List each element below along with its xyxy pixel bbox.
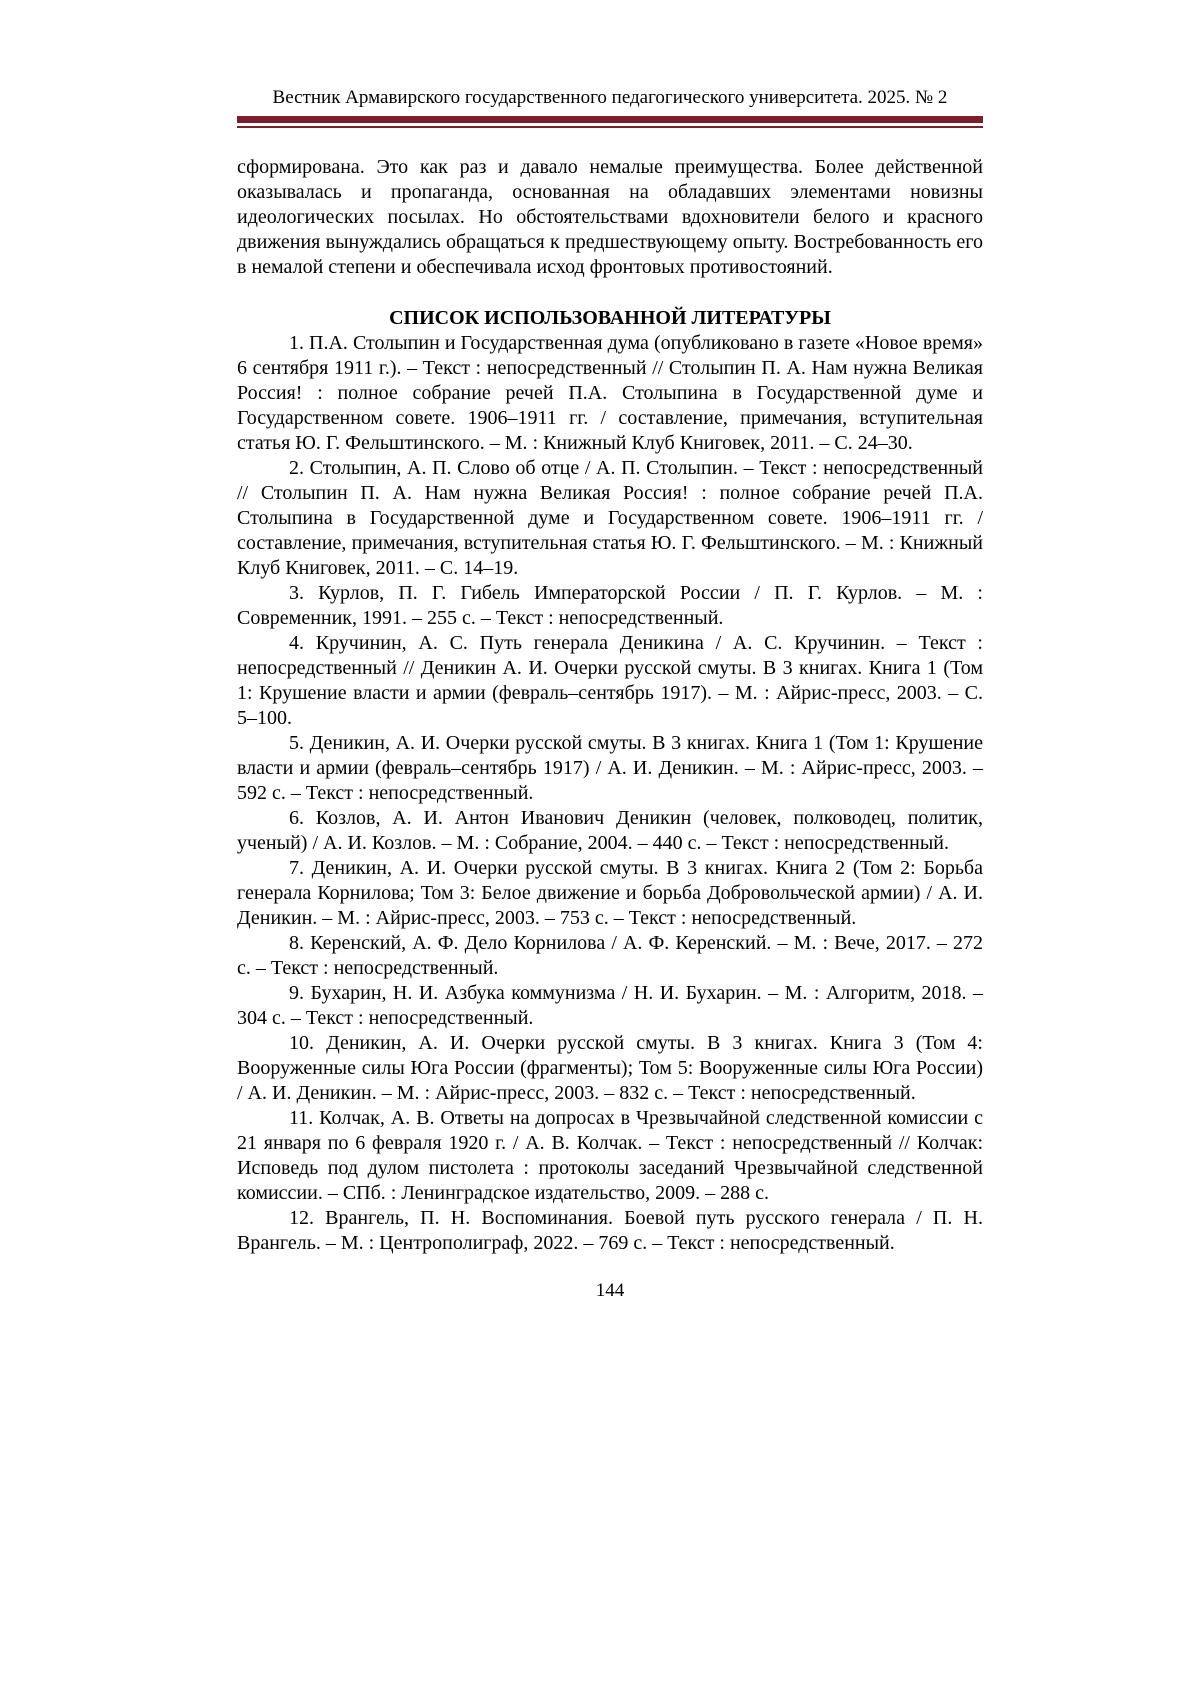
page-number: 144 (595, 1280, 625, 1301)
reference-item-9: 9. Бухарин, Н. И. Азбука коммунизма / Н. И. Бухарин. – М. : Алгоритм, 2018. – 304 с. – Текст : непосредственный. (237, 982, 983, 1029)
reference-item-11: 11. Колчак, А. В. Ответы на допросах в Чрезвычайной следственной комиссии с 21 января по 6 февраля 1920 г. / А. В. Колчак. – Текст : непосредственный // Колчак: Исповедь под дулом пистолета : протоколы заседаний Чрезвычайной следственной комиссии. – СПб. : Ленинградское издательство, 2009. – 288 с. (237, 1107, 983, 1204)
reference-item-2: 2. Столыпин, А. П. Слово об отце / А. П. Столыпин. – Текст : непосредственный // Столыпин П. А. Нам нужна Великая Россия! : полное собрание речей П.А. Столыпина в Государственной думе и Государственном совете. 1906–1911 гг. / составление, примечания, вступительная статья Ю. Г. Фельштинского. – М. : Книжный Клуб Книговек, 2011. – С. 14–19. (237, 457, 983, 579)
page-header (237, 86, 983, 128)
journal-title: Вестник Армавирского государственного педагогического университета. 2025. № 2 (272, 87, 948, 108)
reference-item-10: 10. Деникин, А. И. Очерки русской смуты. В 3 книгах. Книга 3 (Том 4: Вооруженные силы Юга России (фрагменты); Том 5: Вооруженные силы Юга России) / А. И. Деникин. – М. : Айрис-пресс, 2003. – 832 с. – Текст : непосредственный. (237, 1032, 983, 1104)
references-list (237, 331, 983, 1256)
reference-item-7: 7. Деникин, А. И. Очерки русской смуты. В 3 книгах. Книга 2 (Том 2: Борьба генерала Корнилова; Том 3: Белое движение и борьба Добровольческой армии) / А. И. Деникин. – М. : Айрис-пресс, 2003. – 753 с. – Текст : непосредственный. (237, 857, 983, 929)
intro-paragraph: сформирована. Это как раз и давало немалые преимущества. Более действенной оказывалась и пропаганда, основанная на обладавших элементами новизны идеологических посылах. Но обстоятельствами вдохновители белого и красного движения вынуждались обращаться к предшествующему опыту. Востребованность его в немалой степени и обеспечивала исход фронтовых противостояний. (237, 156, 983, 278)
reference-item-8: 8. Керенский, А. Ф. Дело Корнилова / А. Ф. Керенский. – М. : Вече, 2017. – 272 с. – Текст : непосредственный. (237, 932, 983, 979)
text-block (237, 86, 983, 1302)
header-rule-thin (237, 126, 983, 128)
references-heading: СПИСОК ИСПОЛЬЗОВАННОЙ ЛИТЕРАТУРЫ (389, 307, 831, 329)
reference-item-6: 6. Козлов, А. И. Антон Иванович Деникин (человек, полководец, политик, ученый) / А. И. Козлов. – М. : Собрание, 2004. – 440 с. – Текст : непосредственный. (237, 807, 983, 854)
reference-item-1: 1. П.А. Столыпин и Государственная дума (опубликовано в газете «Новое время» 6 сентября 1911 г.). – Текст : непосредственный // Столыпин П. А. Нам нужна Великая Россия! : полное собрание речей П.А. Столыпина в Государственной думе и Государственном совете. 1906–1911 гг. / составление, примечания, вступительная статья Ю. Г. Фельштинского. – М. : Книжный Клуб Книговек, 2011. – С. 24–30. (237, 332, 983, 454)
reference-item-4: 4. Кручинин, А. С. Путь генерала Деникина / А. С. Кручинин. – Текст : непосредственный // Деникин А. И. Очерки русской смуты. В 3 книгах. Книга 1 (Том 1: Крушение власти и армии (февраль–сентябрь 1917). – М. : Айрис-пресс, 2003. – С. 5–100. (237, 632, 983, 729)
header-rule-thick (237, 116, 983, 123)
reference-item-3: 3. Курлов, П. Г. Гибель Императорской России / П. Г. Курлов. – М. : Современник, 1991. – 255 с. – Текст : непосредственный. (237, 582, 983, 629)
reference-item-12: 12. Врангель, П. Н. Воспоминания. Боевой путь русского генерала / П. Н. Врангель. – М. : Центрополиграф, 2022. – 769 с. – Текст : непосредственный. (237, 1207, 983, 1254)
reference-item-5: 5. Деникин, А. И. Очерки русской смуты. В 3 книгах. Книга 1 (Том 1: Крушение власти и армии (февраль–сентябрь 1917) / А. И. Деникин. – М. : Айрис-пресс, 2003. – 592 с. – Текст : непосредственный. (237, 732, 983, 804)
